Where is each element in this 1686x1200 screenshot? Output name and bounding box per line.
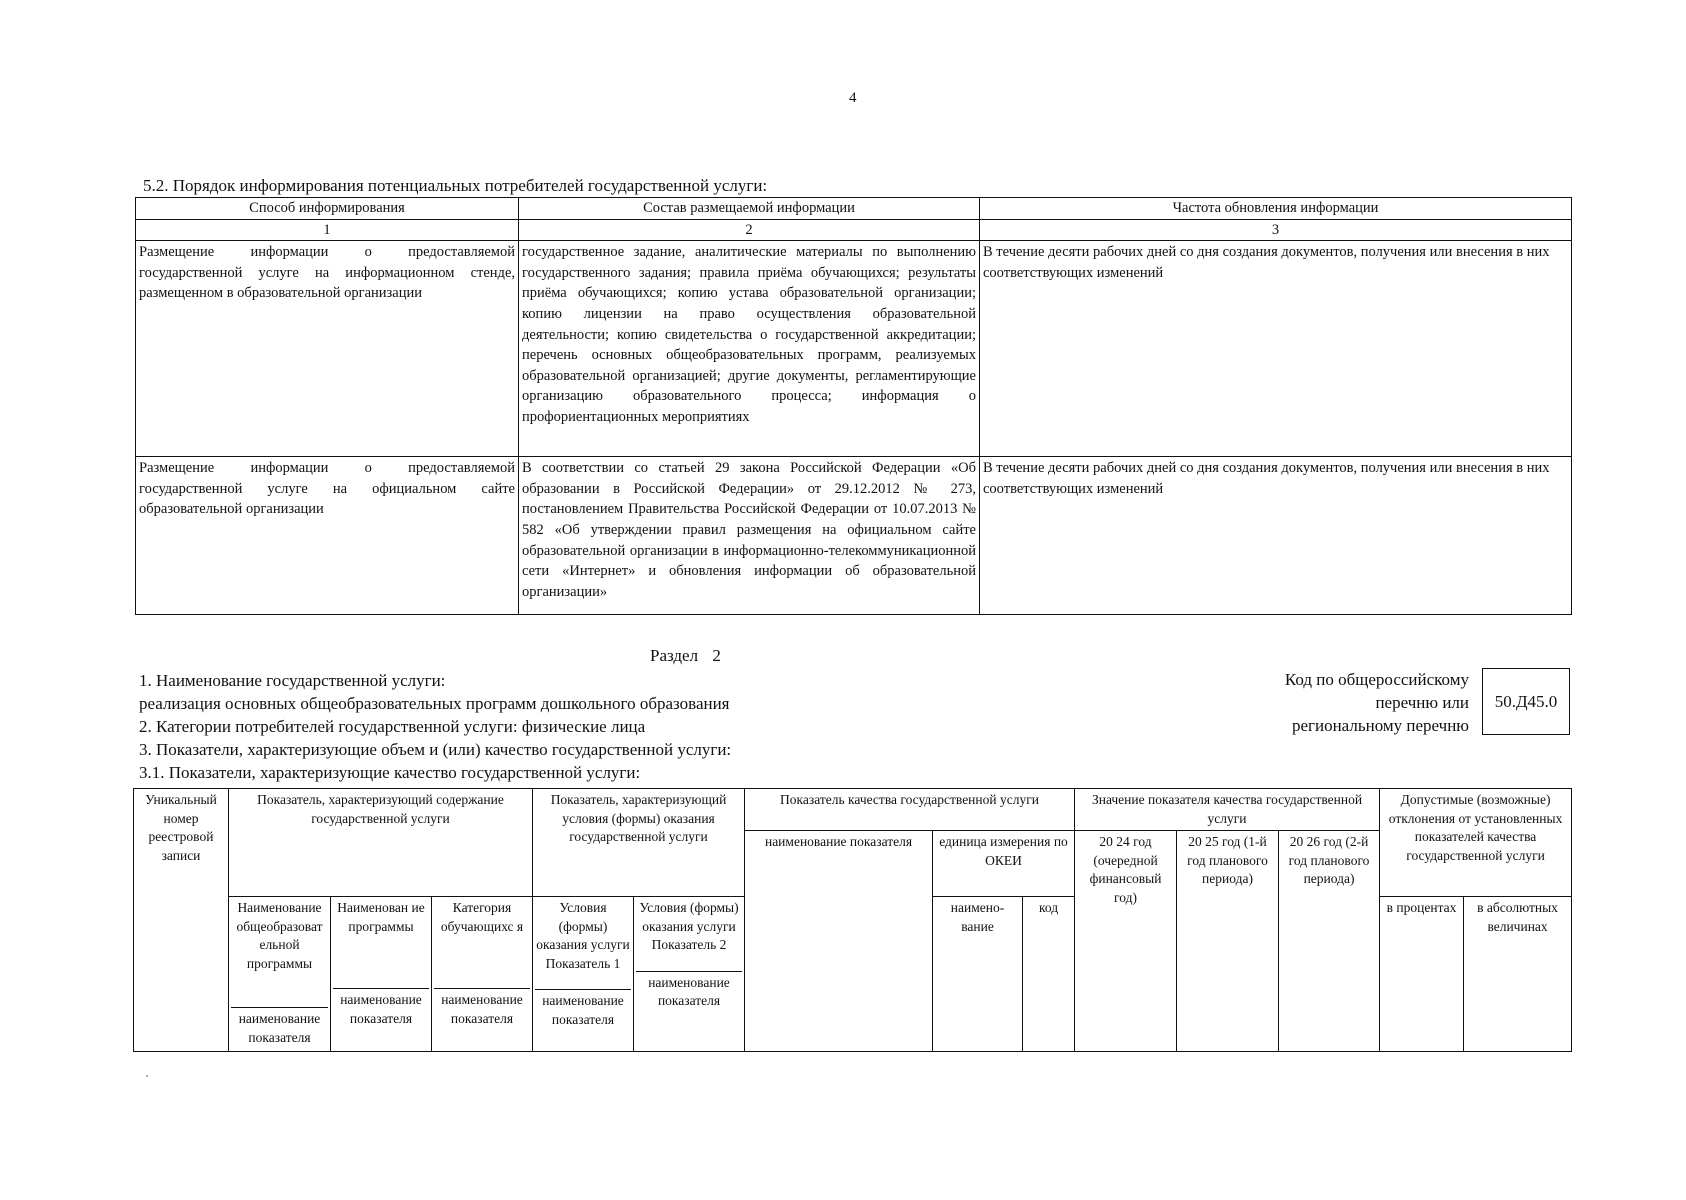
- code-label-line: региональному перечню: [1291, 716, 1469, 735]
- row-content: В соответствии со статьей 29 закона Российской Федерации «Об образовании в Российской Федерации» от 29.12.2012 № 273, постановлением Правительства Российской Федерации от 10.07.2013 № 582 «Об утверждении правил размещения на официальном сайте образовательной организации в информационно-телекоммуникационной сети «Интернет» и обновления информации об образовательной организации»: [519, 457, 980, 615]
- year-2026-header: 20 26 год (2-й год планового периода): [1279, 831, 1380, 1052]
- col-number: 2: [519, 219, 980, 241]
- condition-col-2: [634, 897, 745, 1052]
- unit-code-header: код: [1023, 897, 1075, 1052]
- indicator-name-header: наименование показателя: [745, 831, 933, 1052]
- col-title: Наименование общеобразоват ельной программы: [236, 900, 323, 971]
- row-method: Размещение информации о предоставляемой государственной услуге на информационном стенде, размещенном в образовательной организации: [136, 241, 519, 457]
- absolute-header: в абсолютных величинах: [1464, 897, 1572, 1052]
- code-label-line: Код по общероссийскому: [1284, 670, 1469, 689]
- scan-speck: [146, 1075, 148, 1077]
- header-frequency: Частота обновления информации: [980, 198, 1572, 220]
- year-2024-header: 20 24 год (очередной финансовый год): [1075, 831, 1177, 1052]
- unit-header: единица измерения по ОКЕИ: [933, 831, 1075, 897]
- col-sub: наименование показателя: [636, 971, 742, 1011]
- service-name: реализация основных общеобразовательных программ дошкольного образования: [139, 694, 730, 713]
- col-sub: наименование показателя: [231, 1007, 328, 1047]
- content-group-header: Показатель, характеризующий содержание государственной услуги: [229, 789, 533, 897]
- quality-indicators-title: 3.1. Показатели, характеризующие качество государственной услуги:: [139, 763, 641, 782]
- table-row: [136, 457, 1572, 615]
- col-number: 1: [136, 219, 519, 241]
- col-title: Категория обучающихс я: [440, 900, 524, 934]
- col-title: Условия (формы) оказания услуги Показатель 1: [536, 900, 630, 971]
- unit-name-header: наимено-вание: [933, 897, 1023, 1052]
- quality-group-header: Показатель качества государственной услуги: [745, 789, 1075, 831]
- content-col-program-name: [331, 897, 432, 1052]
- section-5-2-title: 5.2. Порядок информирования потенциальных потребителей государственной услуги:: [143, 176, 768, 195]
- col-title: Наименован ие программы: [337, 900, 425, 934]
- quality-table: [133, 788, 1572, 1052]
- header-content: Состав размещаемой информации: [519, 198, 980, 220]
- col-sub: наименование показателя: [333, 988, 429, 1028]
- header-method: Способ информирования: [136, 198, 519, 220]
- content-col-category: [432, 897, 533, 1052]
- consumer-categories: 2. Категории потребителей государственной услуги: физические лица: [139, 717, 646, 736]
- row-frequency: В течение десяти рабочих дней со дня создания документов, получения или внесения в них соответствующих изменений: [980, 457, 1572, 615]
- conditions-group-header: Показатель, характеризующий условия (формы) оказания государственной услуги: [533, 789, 745, 897]
- informing-table: [135, 197, 1572, 615]
- row-content: государственное задание, аналитические материалы по выполнению государственного задания; правила приёма обучающихся; результаты приёма обучающихся; копию устава образовательной организации; копию лицензии на право осуществления образовательной деятельности; копию свидетельства о государственной аккредитации; перечень основных общеобразовательных программ, реализуемых образовательной организацией; другие документы, регламентирующие организацию образовательного процесса; информация о профориентационных мероприятиях: [519, 241, 980, 457]
- deviation-group-header: Допустимые (возможные) отклонения от установленных показателей качества государственной услуги: [1380, 789, 1572, 897]
- service-name-label: 1. Наименование государственной услуги:: [139, 671, 446, 690]
- code-label-line: перечню или: [1375, 693, 1469, 712]
- col-sub: наименование показателя: [535, 989, 631, 1029]
- code-value: 50.Д45.0: [1482, 668, 1570, 735]
- section-title: Раздел 2: [650, 646, 721, 665]
- percent-header: в процентах: [1380, 897, 1464, 1052]
- row-frequency: В течение десяти рабочих дней со дня создания документов, получения или внесения в них соответствующих изменений: [980, 241, 1572, 457]
- row-method: Размещение информации о предоставляемой государственной услуге на официальном сайте образовательной организации: [136, 457, 519, 615]
- year-2025-header: 20 25 год (1-й год планового периода): [1177, 831, 1279, 1052]
- unique-number-header: Уникальный номер реестровой записи: [134, 789, 229, 1052]
- content-col-program: [229, 897, 331, 1052]
- indicators-title: 3. Показатели, характеризующие объем и (или) качество государственной услуги:: [139, 740, 732, 759]
- col-title: Условия (формы) оказания услуги Показатель 2: [639, 900, 739, 952]
- col-number: 3: [980, 219, 1572, 241]
- code-label: [1285, 668, 1469, 737]
- page-number: 4: [849, 90, 857, 106]
- col-sub: наименование показателя: [434, 988, 530, 1028]
- condition-col-1: [533, 897, 634, 1052]
- value-group-header: Значение показателя качества государственной услуги: [1075, 789, 1380, 831]
- table-row: [136, 241, 1572, 457]
